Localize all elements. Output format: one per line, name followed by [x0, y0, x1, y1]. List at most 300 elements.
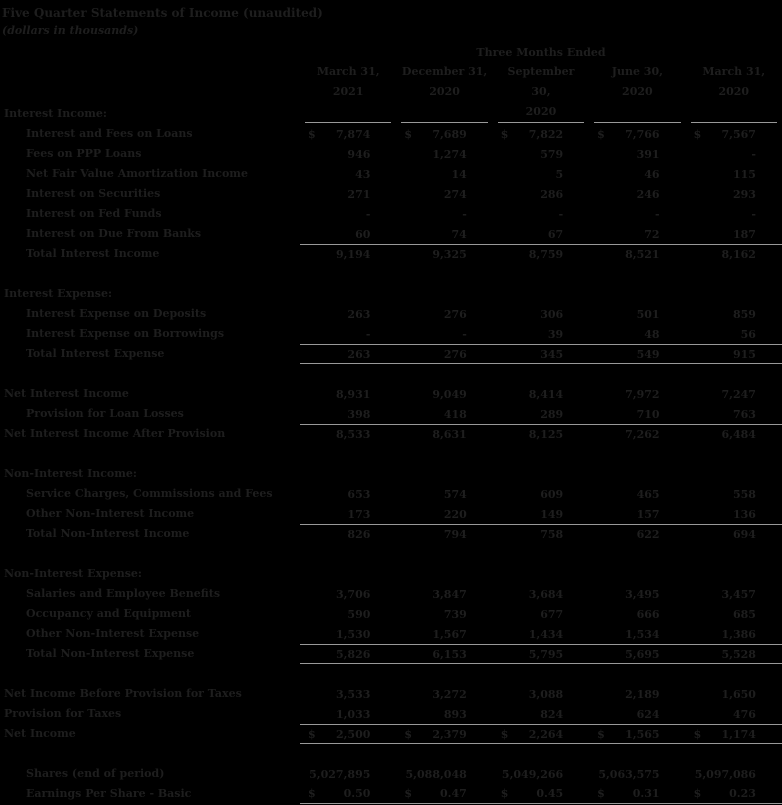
value-cell — [493, 124, 589, 144]
cell-value: 758 — [540, 528, 564, 541]
table-row — [0, 604, 782, 624]
table-row — [0, 584, 782, 604]
cell-value: 1,274 — [432, 147, 467, 161]
report-title: Five Quarter Statements of Income (unaudited) — [2, 6, 323, 20]
cell-value: 74 — [451, 227, 467, 241]
cell-value: 157 — [636, 507, 660, 521]
column-header — [401, 62, 487, 123]
value-cell — [396, 304, 492, 324]
value-cell — [589, 164, 685, 184]
row-label: Total Interest Expense — [26, 347, 165, 360]
value-cell — [686, 764, 782, 784]
cell-value: - — [751, 147, 756, 161]
cell-value: 3,533 — [335, 687, 371, 701]
row-label: Net Income — [4, 727, 76, 740]
cell-value: 579 — [540, 147, 564, 161]
cell-value: 3,272 — [432, 687, 467, 701]
dollar-sign: $ — [597, 787, 605, 800]
value-cell — [396, 124, 492, 144]
report-subtitle: (dollars in thousands) — [2, 24, 139, 37]
value-cell — [396, 524, 492, 544]
value-cell — [396, 644, 492, 664]
cell-value: 7,874 — [335, 127, 371, 141]
value-cell — [396, 244, 492, 264]
value-cell — [589, 344, 685, 364]
cell-value: 915 — [732, 347, 756, 361]
value-cell — [686, 784, 782, 804]
value-cell — [686, 304, 782, 324]
value-cell — [589, 184, 685, 204]
cell-value: 7,567 — [721, 127, 756, 141]
value-cell — [396, 404, 492, 424]
row-label: Provision for Loan Losses — [26, 407, 184, 420]
cell-value: 5,049,266 — [501, 767, 564, 781]
column-header — [594, 62, 680, 123]
cell-value: - — [462, 207, 467, 221]
value-cell — [686, 324, 782, 344]
value-cell — [493, 764, 589, 784]
dollar-sign: $ — [404, 787, 413, 800]
value-cell — [686, 524, 782, 544]
cell-value: 1,434 — [528, 627, 564, 641]
value-cell — [589, 204, 685, 224]
value-cell — [686, 144, 782, 164]
row-label: Interest on Fed Funds — [26, 207, 162, 220]
table-row — [0, 244, 782, 264]
value-cell — [396, 624, 492, 644]
value-cell — [396, 184, 492, 204]
table-row — [0, 724, 782, 744]
column-header-month: December 31, — [401, 65, 488, 78]
value-cell — [300, 584, 396, 604]
value-cell — [493, 304, 589, 324]
section-header-row — [0, 284, 782, 304]
value-cell — [493, 704, 589, 724]
table-row — [0, 204, 782, 224]
row-label: Total Non-Interest Expense — [26, 647, 195, 660]
table-row — [0, 784, 782, 804]
cell-value: 136 — [732, 507, 756, 521]
value-cell — [589, 484, 685, 504]
value-cell — [686, 124, 782, 144]
cell-value: 8,521 — [625, 248, 660, 261]
value-cell — [396, 384, 492, 404]
cell-value: 794 — [443, 528, 467, 541]
value-cell — [493, 784, 589, 804]
value-cell — [396, 164, 492, 184]
value-cell — [589, 304, 685, 324]
row-label: Net Income Before Provision for Taxes — [4, 687, 242, 700]
row-label: Net Fair Value Amortization Income — [26, 167, 248, 180]
value-cell — [493, 344, 589, 364]
cell-value: 8,162 — [721, 248, 756, 261]
dollar-sign: $ — [693, 127, 702, 141]
value-cell — [686, 704, 782, 724]
value-cell — [589, 144, 685, 164]
value-cell — [493, 484, 589, 504]
value-cell — [396, 764, 492, 784]
value-cell — [493, 724, 589, 744]
cell-value: 1,530 — [335, 627, 371, 641]
table-row — [0, 524, 782, 544]
cell-value: 501 — [636, 307, 660, 321]
cell-value: 276 — [443, 307, 467, 321]
column-header-year: 2020 — [622, 85, 653, 98]
cell-value: 39 — [547, 327, 564, 341]
cell-value: 6,484 — [721, 428, 756, 441]
dollar-sign: $ — [308, 127, 316, 141]
section-header-row — [0, 564, 782, 584]
table-row — [0, 164, 782, 184]
cell-value: 72 — [644, 227, 660, 241]
cell-value: 345 — [540, 347, 564, 361]
cell-value: 220 — [443, 507, 467, 521]
row-label: Interest Income: — [4, 107, 107, 120]
cell-value: 14 — [451, 167, 467, 181]
cell-value: 289 — [540, 407, 564, 421]
cell-value: 9,194 — [335, 248, 371, 261]
cell-value: 5,097,086 — [694, 767, 756, 781]
cell-value: 549 — [636, 347, 660, 361]
value-cell — [589, 384, 685, 404]
cell-value: 5 — [555, 167, 564, 181]
cell-value: 271 — [347, 187, 371, 201]
cell-value: 7,689 — [432, 127, 467, 141]
table-row — [0, 624, 782, 644]
cell-value: 0.31 — [632, 787, 660, 800]
table-row — [0, 504, 782, 524]
column-header — [305, 62, 391, 123]
cell-value: 43 — [355, 167, 371, 181]
dollar-sign: $ — [500, 127, 509, 141]
value-cell — [686, 504, 782, 524]
cell-value: 8,414 — [528, 387, 564, 401]
cell-value: 149 — [540, 507, 564, 521]
value-cell — [589, 524, 685, 544]
table-row — [0, 424, 782, 444]
value-cell — [493, 424, 589, 444]
value-cell — [396, 224, 492, 244]
table-row — [0, 764, 782, 784]
value-cell — [493, 244, 589, 264]
value-cell — [396, 584, 492, 604]
value-cell — [396, 324, 492, 344]
value-cell — [589, 584, 685, 604]
row-label: Interest and Fees on Loans — [26, 127, 193, 140]
column-header-month: March 31, — [702, 65, 766, 78]
value-cell — [589, 764, 685, 784]
value-cell — [300, 204, 396, 224]
row-label: Interest on Due From Banks — [26, 227, 202, 240]
cell-value: 246 — [636, 187, 660, 201]
value-cell — [300, 164, 396, 184]
value-cell — [686, 424, 782, 444]
cell-value: 6,153 — [432, 647, 467, 661]
row-label: Interest Expense on Borrowings — [26, 327, 225, 340]
cell-value: 465 — [636, 487, 660, 501]
cell-value: 590 — [347, 607, 371, 621]
cell-value: 1,567 — [432, 627, 467, 641]
cell-value: 306 — [540, 307, 564, 321]
row-label: Non-Interest Income: — [4, 467, 137, 480]
value-cell — [300, 484, 396, 504]
value-cell — [589, 784, 685, 804]
column-header-year: 2020 — [429, 85, 460, 98]
value-cell — [300, 724, 396, 744]
column-header — [498, 62, 584, 123]
value-cell — [589, 124, 685, 144]
column-header-year: 2021 — [332, 85, 364, 98]
table-row — [0, 344, 782, 364]
cell-value: 710 — [636, 407, 660, 421]
value-cell — [686, 404, 782, 424]
cell-value: 574 — [443, 487, 467, 501]
cell-value: 826 — [347, 528, 371, 541]
value-cell — [300, 684, 396, 704]
table-row — [0, 684, 782, 704]
cell-value: 8,631 — [432, 428, 467, 441]
cell-value: 418 — [443, 407, 467, 421]
value-cell — [589, 684, 685, 704]
value-cell — [589, 704, 685, 724]
cell-value: 624 — [636, 707, 660, 721]
value-cell — [493, 584, 589, 604]
value-cell — [300, 384, 396, 404]
cell-value: 859 — [732, 307, 756, 321]
cell-value: 1,174 — [721, 727, 756, 741]
cell-value: 1,565 — [625, 727, 660, 741]
dollar-sign: $ — [597, 727, 605, 741]
value-cell — [300, 404, 396, 424]
value-cell — [686, 484, 782, 504]
dollar-sign: $ — [500, 787, 509, 800]
cell-value: 3,495 — [625, 587, 660, 601]
cell-value: 763 — [732, 407, 756, 421]
dollar-sign: $ — [404, 127, 413, 141]
value-cell — [493, 324, 589, 344]
value-cell — [396, 344, 492, 364]
value-cell — [493, 624, 589, 644]
value-cell — [686, 604, 782, 624]
cell-value: 0.47 — [439, 787, 467, 800]
dollar-sign: $ — [308, 727, 316, 741]
value-cell — [589, 244, 685, 264]
cell-value: 622 — [636, 528, 660, 541]
value-cell — [396, 424, 492, 444]
table-row — [0, 704, 782, 724]
row-label: Non-Interest Expense: — [4, 567, 142, 580]
value-cell — [589, 324, 685, 344]
cell-value: 173 — [347, 507, 371, 521]
value-cell — [300, 604, 396, 624]
cell-value: 5,088,048 — [405, 767, 467, 781]
value-cell — [589, 724, 685, 744]
cell-value: 263 — [347, 307, 371, 321]
cell-value: 7,822 — [528, 127, 564, 141]
cell-value: - — [654, 207, 660, 221]
value-cell — [300, 184, 396, 204]
table-row — [0, 224, 782, 244]
value-cell — [300, 704, 396, 724]
row-label: Provision for Taxes — [4, 707, 122, 720]
row-label: Salaries and Employee Benefits — [26, 587, 221, 600]
value-cell — [493, 404, 589, 424]
cell-value: 2,264 — [528, 727, 564, 741]
value-cell — [300, 424, 396, 444]
row-label: Net Interest Income — [4, 387, 129, 400]
cell-value: 3,847 — [432, 587, 467, 601]
cell-value: 3,457 — [721, 587, 756, 601]
value-cell — [589, 224, 685, 244]
cell-value: 558 — [732, 487, 756, 501]
value-cell — [589, 424, 685, 444]
table-row — [0, 644, 782, 664]
row-label: Interest on Securities — [26, 187, 161, 200]
value-cell — [396, 684, 492, 704]
row-label: Total Interest Income — [26, 247, 160, 260]
cell-value: 8,533 — [335, 428, 371, 441]
value-cell — [396, 484, 492, 504]
section-header-row — [0, 464, 782, 484]
value-cell — [686, 184, 782, 204]
cell-value: 293 — [732, 187, 756, 201]
dollar-sign: $ — [500, 727, 509, 741]
cell-value: 7,766 — [625, 127, 660, 141]
dollar-sign: $ — [693, 787, 702, 800]
value-cell — [396, 704, 492, 724]
value-cell — [493, 644, 589, 664]
column-header-month: March 31, — [316, 65, 380, 78]
dollar-sign: $ — [597, 127, 605, 141]
table-row — [0, 324, 782, 344]
row-label: Interest Expense: — [4, 287, 113, 300]
value-cell — [493, 144, 589, 164]
cell-value: 9,049 — [432, 387, 467, 401]
cell-value: 666 — [636, 607, 660, 621]
cell-value: 7,972 — [625, 387, 660, 401]
cell-value: 5,063,575 — [598, 767, 660, 781]
value-cell — [686, 624, 782, 644]
value-cell — [396, 784, 492, 804]
value-cell — [686, 644, 782, 664]
table-row — [0, 144, 782, 164]
value-cell — [300, 144, 396, 164]
cell-value: 60 — [355, 227, 371, 241]
cell-value: 5,027,895 — [309, 767, 371, 781]
cell-value: 274 — [443, 187, 467, 201]
row-label: Other Non-Interest Expense — [26, 627, 200, 640]
period-header: Three Months Ended — [476, 46, 606, 59]
value-cell — [589, 644, 685, 664]
value-cell — [396, 204, 492, 224]
row-label: Total Non-Interest Income — [26, 527, 190, 540]
cell-value: 677 — [540, 607, 564, 621]
value-cell — [493, 184, 589, 204]
value-cell — [589, 504, 685, 524]
cell-value: 391 — [636, 147, 660, 161]
cell-value: 0.50 — [343, 787, 371, 800]
cell-value: 46 — [644, 167, 660, 181]
cell-value: 56 — [740, 327, 756, 341]
table-row — [0, 184, 782, 204]
cell-value: 5,528 — [721, 647, 756, 661]
cell-value: 685 — [732, 607, 756, 621]
cell-value: 276 — [443, 347, 467, 361]
value-cell — [300, 624, 396, 644]
cell-value: - — [365, 207, 371, 221]
row-label: Fees on PPP Loans — [26, 147, 142, 160]
value-cell — [686, 224, 782, 244]
value-cell — [686, 344, 782, 364]
cell-value: 0.45 — [536, 787, 564, 800]
value-cell — [493, 604, 589, 624]
cell-value: 263 — [347, 347, 371, 361]
cell-value: 1,650 — [721, 687, 756, 701]
cell-value: 653 — [347, 487, 371, 501]
cell-value: 609 — [540, 487, 564, 501]
value-cell — [300, 784, 396, 804]
cell-value: 1,534 — [625, 627, 660, 641]
column-header-year: 2020 — [718, 85, 750, 98]
value-cell — [300, 524, 396, 544]
value-cell — [300, 124, 396, 144]
cell-value: 893 — [443, 707, 467, 721]
value-cell — [300, 504, 396, 524]
value-cell — [589, 624, 685, 644]
cell-value: - — [462, 327, 467, 341]
cell-value: 8,125 — [528, 428, 564, 441]
cell-value: 3,684 — [528, 587, 564, 601]
value-cell — [300, 644, 396, 664]
value-cell — [686, 244, 782, 264]
cell-value: 0.23 — [729, 787, 756, 800]
value-cell — [493, 204, 589, 224]
value-cell — [493, 224, 589, 244]
cell-value: 48 — [644, 327, 660, 341]
value-cell — [493, 164, 589, 184]
cell-value: 946 — [347, 147, 371, 161]
cell-value: 1,033 — [335, 707, 371, 721]
value-cell — [589, 604, 685, 624]
column-header-month: June 30, — [611, 65, 663, 78]
value-cell — [493, 504, 589, 524]
value-cell — [300, 344, 396, 364]
cell-value: 8,759 — [528, 248, 564, 261]
value-cell — [589, 404, 685, 424]
cell-value: 187 — [732, 227, 756, 241]
cell-value: 1,386 — [721, 627, 756, 641]
cell-value: 398 — [347, 407, 371, 421]
value-cell — [686, 584, 782, 604]
cell-value: 2,189 — [625, 687, 660, 701]
cell-value: 2,500 — [335, 727, 371, 741]
row-label: Net Interest Income After Provision — [4, 427, 226, 440]
cell-value: - — [751, 207, 756, 221]
table-row — [0, 124, 782, 144]
value-cell — [686, 724, 782, 744]
cell-value: - — [365, 327, 371, 341]
dollar-sign: $ — [693, 727, 702, 741]
row-label: Other Non-Interest Income — [26, 507, 195, 520]
cell-value: - — [558, 207, 564, 221]
cell-value: 5,695 — [625, 647, 660, 661]
cell-value: 5,795 — [528, 647, 564, 661]
cell-value: 9,325 — [432, 248, 467, 261]
cell-value: 5,826 — [335, 647, 371, 661]
value-cell — [396, 504, 492, 524]
value-cell — [300, 324, 396, 344]
cell-value: 3,088 — [528, 687, 564, 701]
